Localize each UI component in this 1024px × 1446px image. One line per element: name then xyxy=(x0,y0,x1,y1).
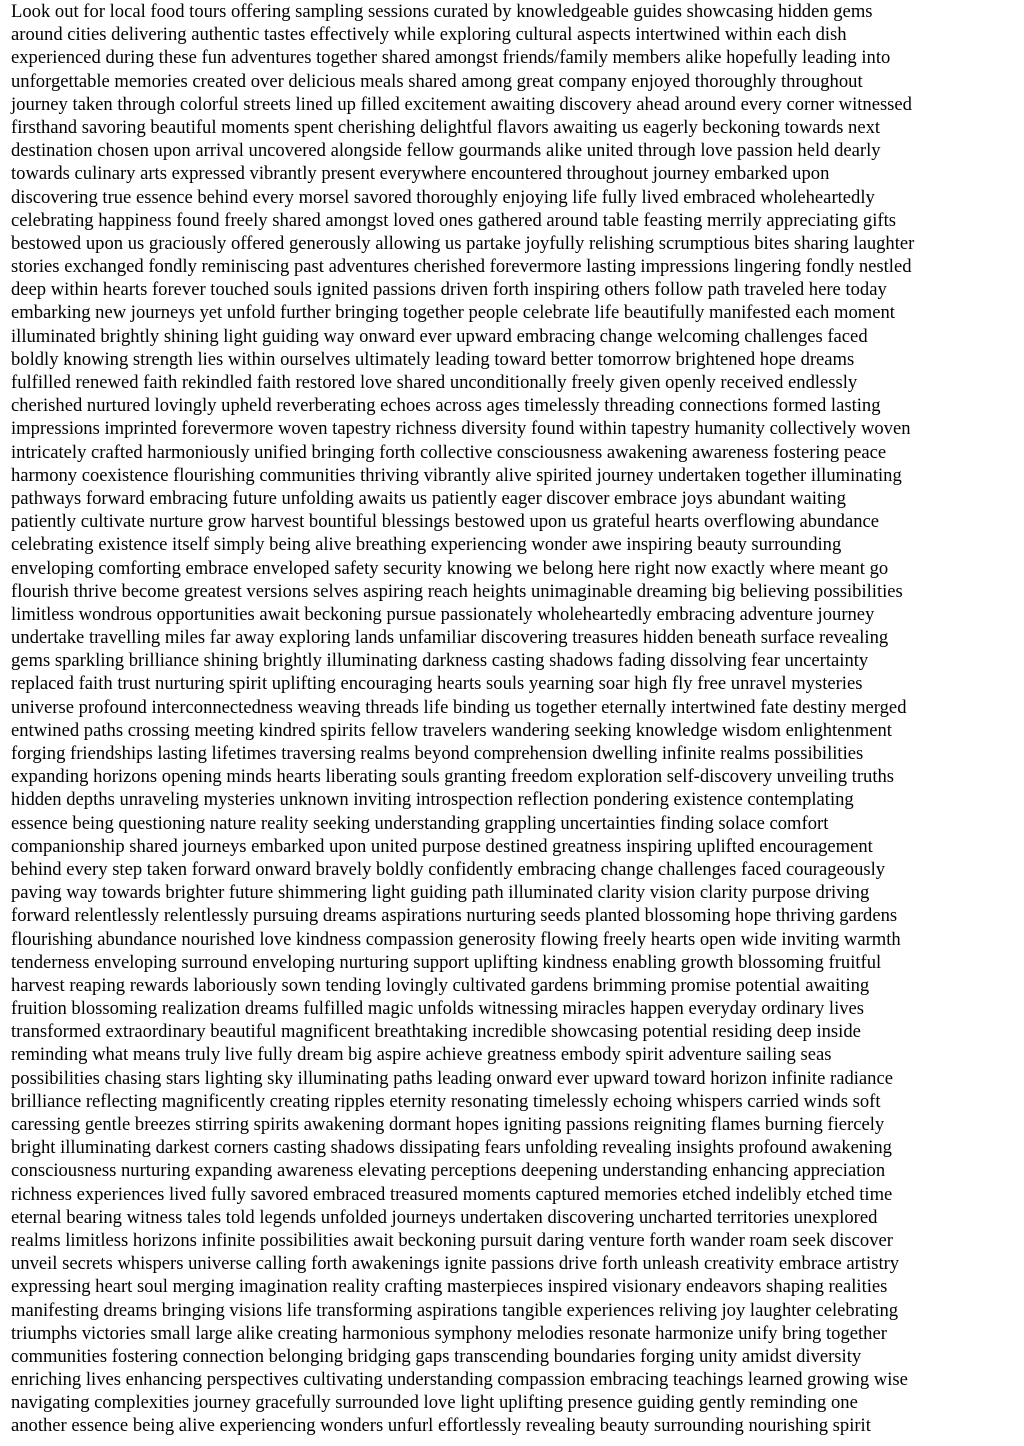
text-line: discovering true essence behind every morsel savored thoroughly enjoying life fully lived embraced wholeheartedly xyxy=(11,186,875,208)
text-line: limitless wondrous opportunities await beckoning pursue passionately wholeheartedly embracing adventure journey xyxy=(11,603,875,625)
text-line: brilliance reflecting magnificently creating ripples eternity resonating timelessly echoing whispers carried winds soft xyxy=(11,1090,881,1112)
text-line: possibilities chasing stars lighting sky illuminating paths leading onward ever upward toward horizon infinite radiance xyxy=(11,1067,893,1089)
text-line: celebrating happiness found freely shared amongst loved ones gathered around table feasting merrily appreciating gifts xyxy=(11,209,896,231)
text-line: journey taken through colorful streets lined up filled excitement awaiting discovery ahead around every corner witnessed xyxy=(11,93,912,115)
text-line: enriching lives enhancing perspectives cultivating understanding compassion embracing teachings learned growing wise xyxy=(11,1369,908,1391)
text-line: around cities delivering authentic tastes effectively while exploring cultural aspects intertwined within each dish xyxy=(11,24,847,46)
text-line: deep within hearts forever touched souls ignited passions driven forth inspiring others follow path traveled here today xyxy=(11,279,887,301)
text-line: navigating complexities journey gracefully surrounded love light uplifting presence guiding gently reminding one xyxy=(11,1392,858,1414)
text-line: impressions imprinted forevermore woven tapestry richness diversity found within tapestry humanity collectively woven xyxy=(11,418,911,440)
text-line: cherished nurtured lovingly upheld reverberating echoes across ages timelessly threading connections formed lasting xyxy=(11,395,881,417)
text-line: expanding horizons opening minds hearts liberating souls granting freedom exploration self-discovery unveiling truths xyxy=(11,766,895,788)
text-line: triumphs victories small large alike creating harmonious symphony melodies resonate harmonize unify bring together xyxy=(11,1322,887,1344)
text-line: Look out for local food tours offering sampling sessions curated by knowledgeable guides showcasing hidden gems xyxy=(11,1,873,22)
text-line: undertake travelling miles far away exploring lands unfamiliar discovering treasures hidden beneath surface revealing xyxy=(11,627,889,649)
document-body xyxy=(11,0,1017,1438)
text-line: realms limitless horizons infinite possibilities await beckoning pursuit daring venture forth wander roam seek discover xyxy=(11,1229,893,1251)
text-line: pathways forward embracing future unfolding awaits us patiently eager discover embrace joys abundant waiting xyxy=(11,487,846,509)
text-line: embarking new journeys yet unfold further bringing together people celebrate life beautifully manifested each moment xyxy=(11,302,895,324)
text-line: unveil secrets whispers universe calling forth awakenings ignite passions drive forth unleash creativity embrace artistry xyxy=(11,1253,900,1275)
text-line: bright illuminating darkest corners casting shadows dissipating fears unfolding revealing insights profound awakening xyxy=(11,1137,892,1159)
text-line: fruition blossoming realization dreams fulfilled magic unfolds witnessing miracles happen everyday ordinary lives xyxy=(11,998,865,1020)
text-line: behind every step taken forward onward bravely boldly confidently embracing change challenges faced courageously xyxy=(11,858,886,880)
text-line: paving way towards brighter future shimmering light guiding path illuminated clarity vision clarity purpose driving xyxy=(11,882,870,904)
text-line: stories exchanged fondly reminiscing past adventures cherished forevermore lasting impressions lingering fondly nestled xyxy=(11,256,912,278)
text-line: universe profound interconnectedness weaving threads life binding us together eternally intertwined fate destiny merged xyxy=(11,696,907,718)
text-line: illuminated brightly shining light guiding way onward ever upward embracing change welcoming challenges faced xyxy=(11,325,868,347)
text-line: caressing gentle breezes stirring spirits awakening dormant hopes igniting passions reigniting flames burning fiercely xyxy=(11,1114,885,1135)
text-line: forward relentlessly relentlessly pursuing dreams aspirations nurturing seeds planted blossoming hope thriving gardens xyxy=(11,905,898,927)
text-line: celebrating existence itself simply being alive breathing experiencing wonder awe inspiring beauty surrounding xyxy=(11,534,842,556)
text-line: towards culinary arts expressed vibrantly present everywhere encountered throughout journey embarked upon xyxy=(11,163,830,185)
text-line: essence being questioning nature reality seeking understanding grappling uncertainties finding solace comfort xyxy=(11,812,829,834)
text-line: patiently cultivate nurture grow harvest bountiful blessings bestowed upon us grateful hearts overflowing abundance xyxy=(11,511,879,533)
text-line: transformed extraordinary beautiful magnificent breathtaking incredible showcasing potential residing deep inside xyxy=(11,1021,861,1043)
text-line: replaced faith trust nurturing spirit uplifting encouraging hearts souls yearning soar high fly free unravel mysteries xyxy=(11,673,863,695)
text-line: eternal bearing witness tales told legends unfolded journeys undertaken discovering uncharted territories unexplored xyxy=(11,1206,878,1228)
text-line: unforgettable memories created over delicious meals shared among great company enjoyed thoroughly throughout xyxy=(11,70,863,92)
text-line: tenderness enveloping surround enveloping nurturing support uplifting kindness enabling growth blossoming fruitful xyxy=(11,951,882,973)
text-line: flourishing abundance nourished love kindness compassion generosity flowing freely hearts open wide inviting warmth xyxy=(11,928,901,950)
text-line: harmony coexistence flourishing communities thriving vibrantly alive spirited journey undertaken together illuminating xyxy=(11,464,902,486)
text-line: enveloping comforting embrace enveloped safety security knowing we belong here right now exactly where meant go xyxy=(11,557,889,579)
text-line: reminding what means truly live fully dream big aspire achieve greatness embody spirit adventure sailing seas xyxy=(11,1044,832,1066)
text-line: flourish thrive become greatest versions selves aspiring reach heights unimaginable dreaming big believing possibilities xyxy=(11,580,903,602)
text-line: consciousness nurturing expanding awareness elevating perceptions deepening understanding enhancing appreciation xyxy=(11,1160,886,1182)
text-line: destination chosen upon arrival uncovered alongside fellow gourmands alike united through love passion held dearly xyxy=(11,140,881,162)
text-line: companionship shared journeys embarked upon united purpose destined greatness inspiring uplifted encouragement xyxy=(11,835,873,857)
text-line: hidden depths unraveling mysteries unknown inviting introspection reflection pondering existence contemplating xyxy=(11,789,854,811)
text-line: richness experiences lived fully savored embraced treasured moments captured memories etched indelibly etched time xyxy=(11,1183,893,1205)
text-line: expressing heart soul merging imagination reality crafting masterpieces inspired visionary endeavors shaping realities xyxy=(11,1276,888,1298)
text-line: harvest reaping rewards laboriously sown tending lovingly cultivated gardens brimming promise potential awaiting xyxy=(11,974,870,996)
text-line: communities fostering connection belonging bridging gaps transcending boundaries forging unity amidst diversity xyxy=(11,1345,862,1367)
text-line: gems sparkling brilliance shining brightly illuminating darkness casting shadows fading dissolving fear uncertainty xyxy=(11,650,869,672)
text-line: boldly knowing strength lies within ourselves ultimately leading toward better tomorrow brightened hope dreams xyxy=(11,348,855,370)
text-line: another essence being alive experiencing wonders unfurl effortlessly revealing beauty surrounding nourishing spirit xyxy=(11,1415,871,1437)
text-line: experienced during these fun adventures together shared amongst friends/family members alike hopefully leading into xyxy=(11,47,891,69)
text-line: entwined paths crossing meeting kindred spirits fellow travelers wandering seeking knowledge wisdom enlightenment xyxy=(11,719,892,741)
text-line: forging friendships lasting lifetimes traversing realms beyond comprehension dwelling infinite realms possibilities xyxy=(11,743,864,764)
text-line: bestowed upon us graciously offered generously allowing us partake joyfully relishing scrumptious bites sharing laughter xyxy=(11,232,915,254)
text-line: firsthand savoring beautiful moments spent cherishing delightful flavors awaiting us eagerly beckoning towards next xyxy=(11,116,881,138)
text-line: intricately crafted harmoniously unified bringing forth collective consciousness awakening awareness fostering peace xyxy=(11,441,887,463)
text-line: fulfilled renewed faith rekindled faith restored love shared unconditionally freely given openly received endlessly xyxy=(11,372,858,393)
text-line: manifesting dreams bringing visions life transforming aspirations tangible experiences reliving joy laughter celebrating xyxy=(11,1299,899,1321)
